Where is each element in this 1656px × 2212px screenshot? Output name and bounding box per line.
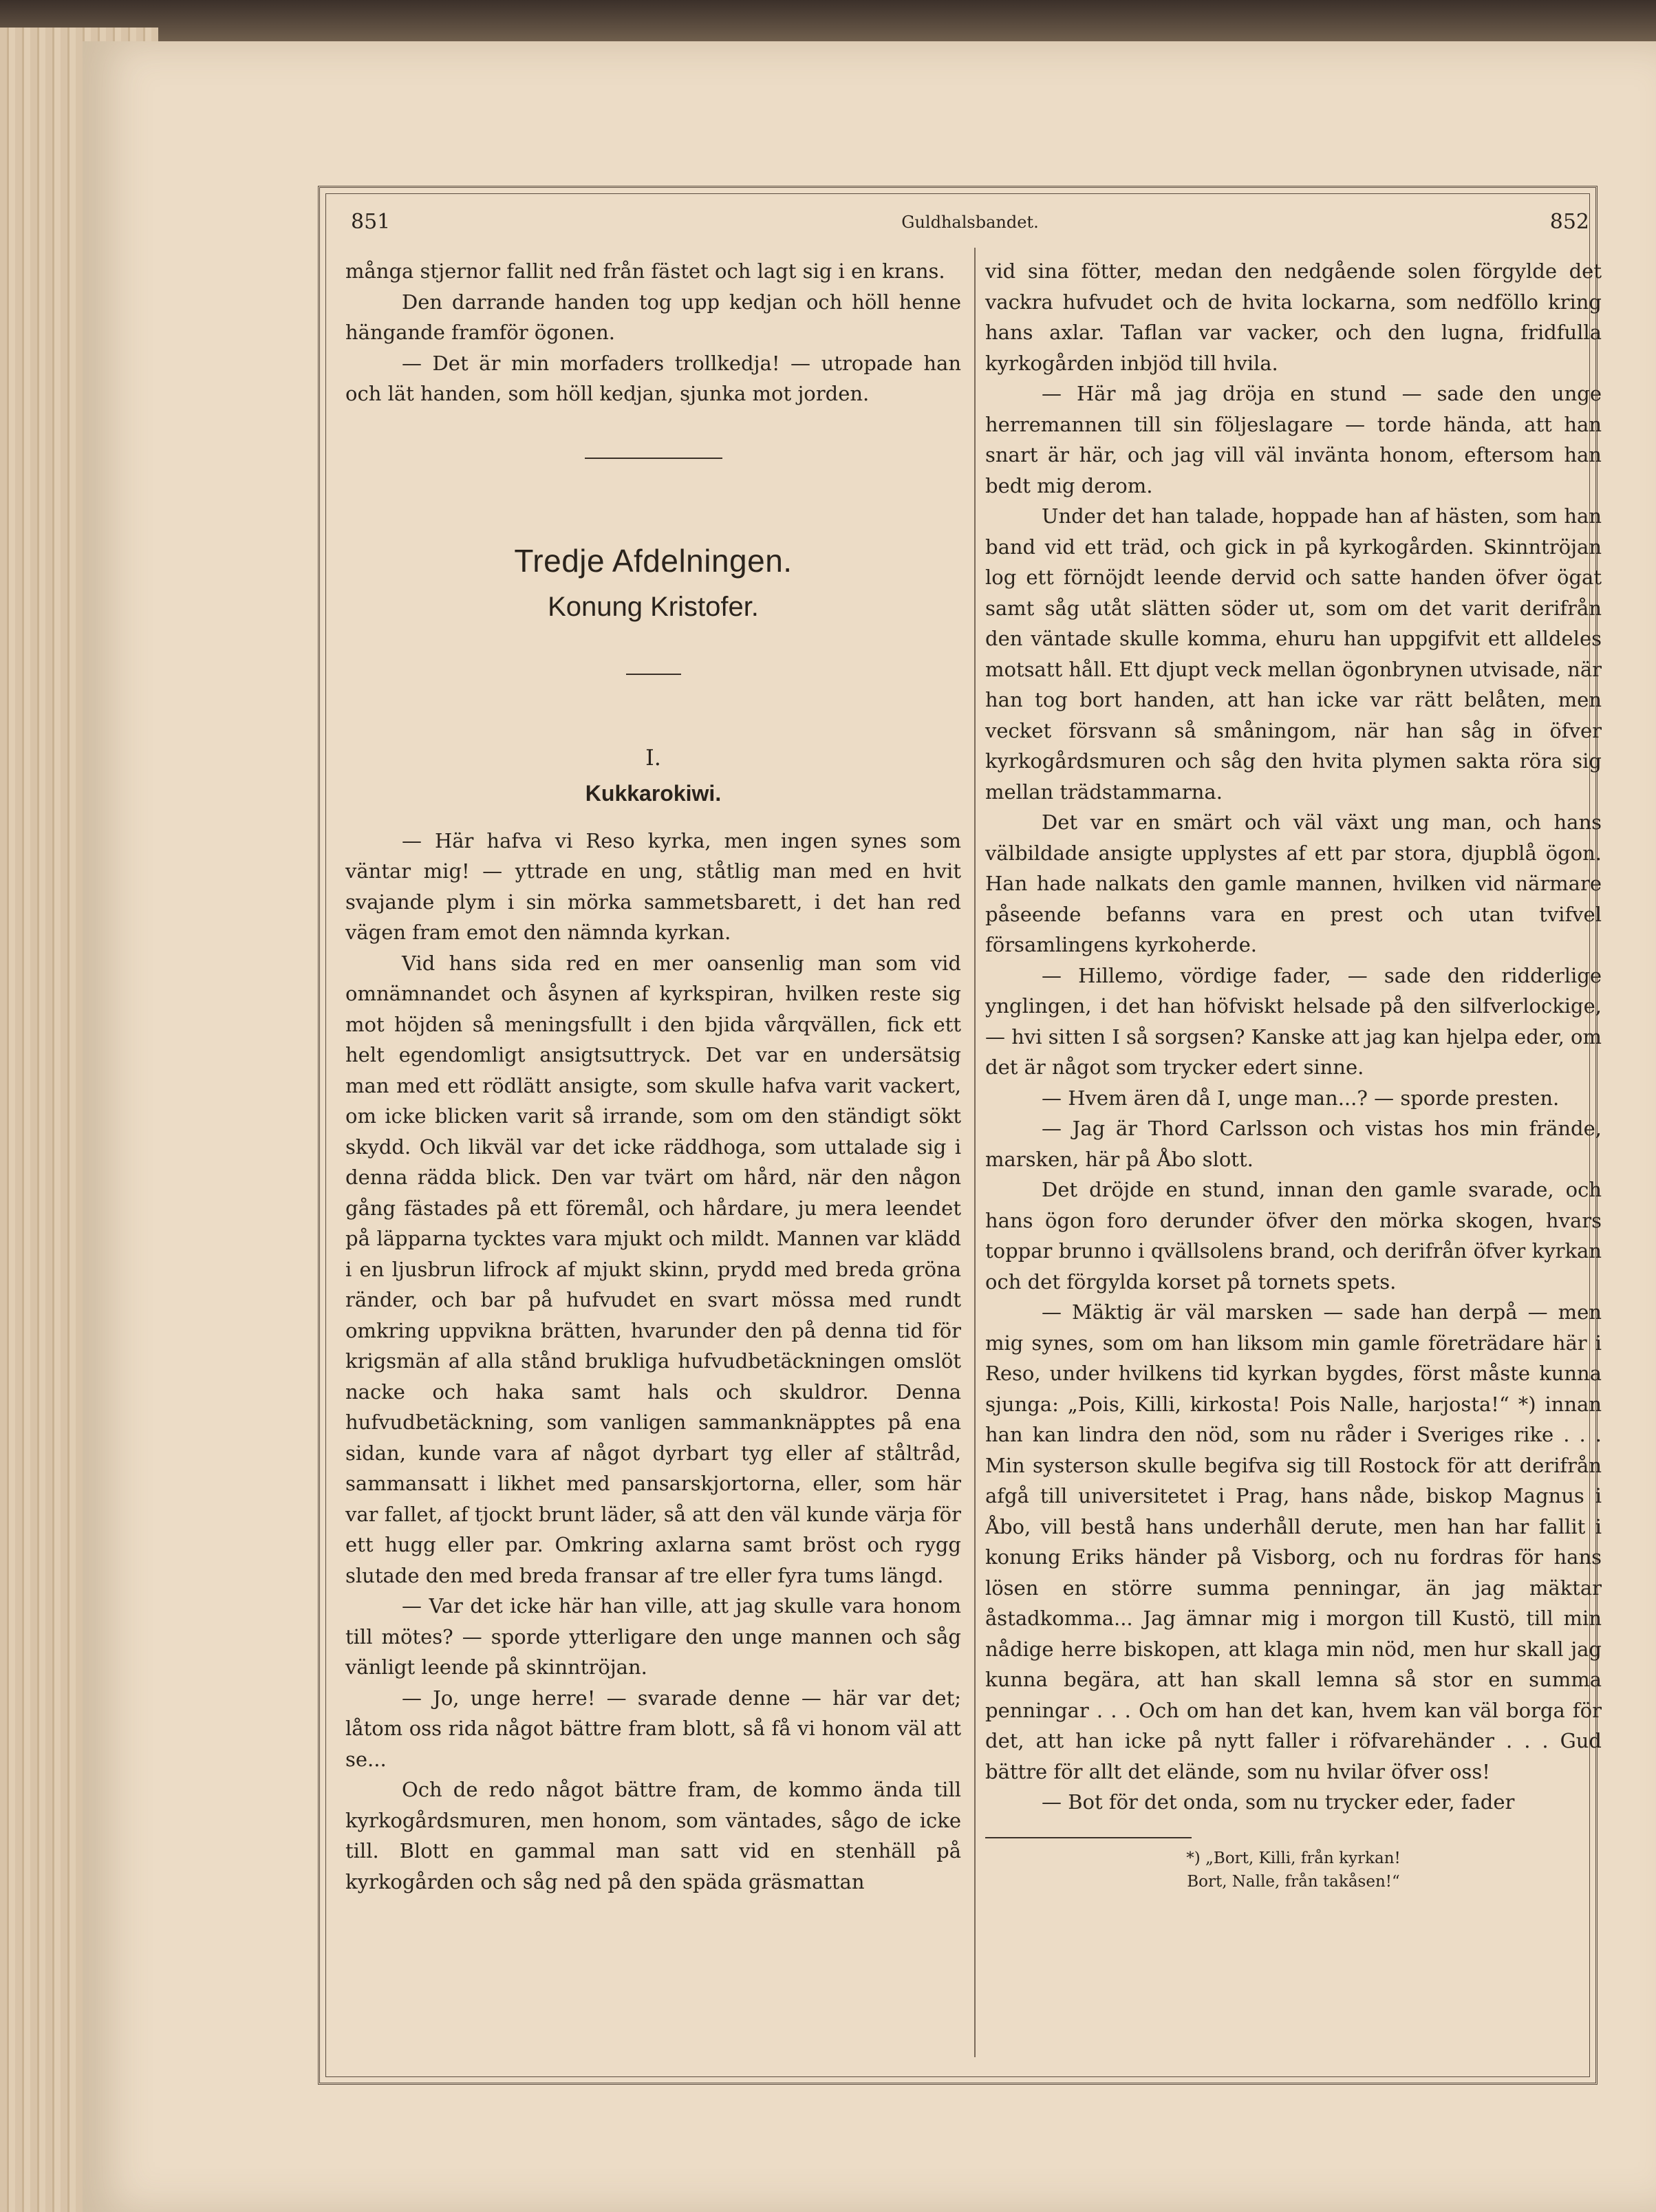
paragraph: Den darrande handen tog upp kedjan och höll henne hängande framför ögonen. (345, 290, 961, 344)
paragraph: Under det han talade, hoppade han af hästen, som han band vid ett träd, och gick in på kyrkogården. Skinntröjan log ett förnöjdt leende dervid och satte handen öfver ögat samt såg utåt slätten söder ut, som om det varit derifrån den väntade skulle komma, ehuru han uppgifvit ett alldeles motsatt håll. Ett djupt veck mellan ögonbrynen utvisade, när han tog bort handen, att han icke var rätt belåten, men vecket försvann så småningom, när han såg in öfver kyrkogårdsmuren och såg den hvita plymen sakta röra sig mellan trädstammarna. (985, 504, 1602, 804)
right-column (985, 256, 1602, 1893)
page-header (351, 210, 1589, 244)
footnote-line: *) „Bort, Killi, från kyrkan! (1186, 1849, 1401, 1867)
running-title: Guldhalsbandet. (901, 213, 1039, 232)
book-spine-shadow (0, 0, 1656, 41)
chapter-number: I. (645, 744, 661, 771)
paragraph: — Bot för det onda, som nu trycker eder, fader (1042, 1790, 1515, 1814)
paragraph: Vid hans sida red en mer oansenlig man som vid omnämnandet och åsynen af kyrkspiran, hvilken reste sig mot höjden så meningsfullt i den bjida vårqvällen, fick ett helt egendomligt ansigtsuttryck. Det var en undersätsig man med ett rödlätt ansigte, som skulle hafva varit vackert, om icke blicken varit så irrande, som om den ständigt sökt skydd. Och likväl var det icke räddhoga, som uttalade sig i denna rädda blick. Den var tvärt om hård, när den någon gång fästades på ett föremål, och hårdare, ju mera leendet på läpparna tycktes vara mjukt och mildt. Mannen var klädd i en ljusbrun lifrock af mjukt skinn, prydd med breda gröna ränder, och bar på hufvudet en svart mössa med rundt omkring uppvikna brätten, hvarunder den på denna tid för krigsmän af alla stånd brukliga hufvudbetäckningen omslöt nacke och haka samt hals och skuldror. Denna hufvudbetäckning, som vanligen sammanknäpptes på ena sidan, kunde vara af något dyrbart tyg eller af ståltråd, sammansatt i likhet med pansarskjortorna, eller, som här var fallet, af tjockt brunt läder, så att den väl kunde värja för ett hugg eller par. Omkring axlarna samt bröst och rygg slutade den med breda fransar af tre eller fyra tums längd. (345, 951, 961, 1587)
paragraph: — Det är min morfaders trollkedja! — utropade han och lät handen, som höll kedjan, sjunka mot jorden. (345, 351, 961, 405)
paragraph: — Hvem ären då I, unge man...? — sporde presten. (1042, 1086, 1560, 1110)
section-title: Tredje Afdelningen. (514, 542, 793, 579)
right-page-number: 852 (1549, 210, 1589, 234)
paragraph: — Här må jag dröja en stund — sade den unge herremannen till sin följeslagare — torde hända, att han snart är här, och jag vill väl invänta honom, eftersom han bedt mig derom. (985, 382, 1602, 497)
left-column (345, 256, 961, 1897)
left-page-number: 851 (351, 210, 391, 234)
column-divider (974, 248, 976, 2057)
section-subtitle: Konung Kristofer. (548, 591, 759, 622)
paragraph: — Var det icke här han ville, att jag skulle vara honom till mötes? — sporde ytterligare den unge mannen och såg vänligt leende på skinntröjan. (345, 1594, 961, 1679)
footnote-line: Bort, Nalle, från takåsen!“ (1187, 1872, 1400, 1891)
paragraph: Det dröjde en stund, innan den gamle svarade, och hans ögon foro derunder öfver den mörka skogen, hvars toppar brunno i qvällsolens brand, och derifrån öfver kyrkan och det förgylda korset på tornets spets. (985, 1178, 1602, 1293)
paragraph: — Jag är Thord Carlsson och vistas hos min frände, marsken, här på Åbo slott. (985, 1117, 1602, 1171)
paragraph: Det var en smärt och väl växt ung man, och hans välbildade ansigte upplystes af ett par stora, djupblå ögon. Han hade nalkats den gamle mannen, hvilken vid närmare påseende befanns vara en prest och utan tvifvel församlingens kyrkoherde. (985, 810, 1602, 956)
footnote-rule (985, 1837, 1192, 1838)
paragraph: Och de redo något bättre fram, de kommo ända till kyrkogårdsmuren, men honom, som väntades, sågo de icke till. Blott en gammal man satt vid en stenhäll på kyrkogården och såg ned på den späda gräsmattan (345, 1778, 961, 1893)
paragraph: — Här hafva vi Reso kyrka, men ingen synes som väntar mig! — yttrade en ung, ståtlig man med en hvit svajande plym i sin mörka sammetsbarett, i det han red vägen fram emot den nämnda kyrkan. (345, 828, 961, 944)
paragraph: många stjernor fallit ned från fästet och lagt sig i en krans. (345, 259, 945, 283)
chapter-title: Kukkarokiwi. (585, 780, 722, 806)
paragraph: — Jo, unge herre! — svarade denne — här var det; låtom oss rida något bättre fram blott, så få vi honom väl att se... (345, 1686, 961, 1771)
section-rule (585, 458, 722, 459)
subtitle-rule (626, 674, 681, 675)
paragraph: vid sina fötter, medan den nedgående solen förgylde det vackra hufvudet och de hvita lockarna, som nedföllo kring hans axlar. Taflan var vacker, och den lugna, fridfulla kyrkogården inbjöd till hvila. (985, 259, 1602, 375)
paragraph: — Mäktig är väl marsken — sade han derpå — men mig synes, som om han liksom min gamle företrädare här i Reso, under hvilkens tid kyrkan bygdes, först måste kunna sjunga: „Pois, Killi, kirkosta! Pois Nalle, harjosta!“ *) innan han kan lindra den nöd, som nu råder i Sveriges rike . . . Min systerson skulle begifva sig till Rostock för att derifrån afgå till universitetet i Prag, hans nåde, biskop Magnus i Åbo, vill bestå hans underhåll derute, men han har fallit i konung Eriks händer på Visborg, och nu fordras för hans lösen en större summa penningar, än jag mäktar åstadkomma... Jag ämnar mig i morgon till Kustö, till min nådige herre biskopen, att klaga min nöd, men hur skall jag kunna begära, att han skall lemna så stor en summa penningar . . . Och om han det kan, hvem kan väl borga för det, att han icke på nytt faller i röfvarehänder . . . Gud bättre för allt det elände, som nu hvilar öfver oss! (985, 1300, 1602, 1783)
paragraph: — Hillemo, vördige fader, — sade den ridderlige ynglingen, i det han höfviskt helsade på den silfverlockige, — hvi sitten I så sorgsen? Kanske att jag kan hjelpa eder, om det är något som trycker edert sinne. (985, 963, 1602, 1079)
